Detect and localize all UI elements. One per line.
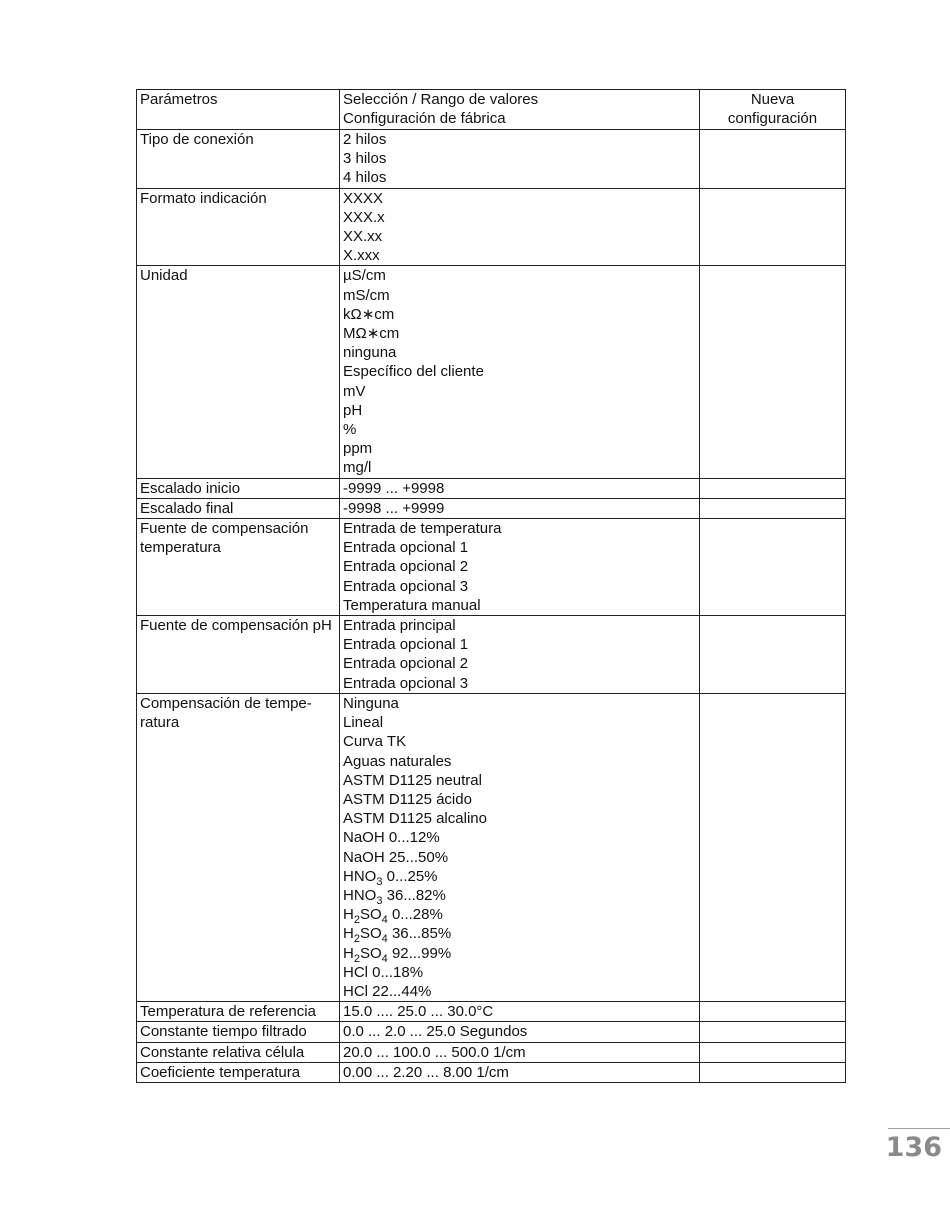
parameter-name: Formato indicación (140, 189, 267, 207)
value-option: XXX.x (343, 208, 385, 226)
parameter-name: Constante relativa célula (140, 1043, 305, 1061)
value-option: $H_2SO_4$ 0...28% (343, 906, 443, 927)
value-option: NaOH 0...12% (343, 829, 440, 847)
header-parameters (137, 90, 340, 130)
new-config-cell[interactable] (700, 1002, 846, 1022)
parameter-cell (137, 498, 340, 518)
value-option: 15.0 .... 25.0 ... 30.0°C (343, 1003, 494, 1021)
parameter-cell (137, 616, 340, 694)
parameter-cell (137, 1042, 340, 1062)
header-new-config (700, 90, 846, 130)
parameter-name: Escalado inicio (140, 479, 241, 497)
value-option: 2 hilos (343, 131, 387, 148)
value-option: ASTM D1125 ácido (343, 790, 472, 808)
value-option: Entrada opcional 3 (343, 577, 469, 595)
parameter-cell (137, 1062, 340, 1082)
values-cell (340, 693, 700, 1001)
table-row (137, 1002, 846, 1022)
table-row (137, 616, 846, 694)
table-row (137, 130, 846, 189)
value-option: Entrada opcional 1 (343, 636, 469, 654)
parameter-name: Escalado final (140, 499, 234, 517)
value-option: Entrada opcional 2 (343, 655, 469, 673)
table-row (137, 1042, 846, 1062)
values-cell (340, 1022, 700, 1042)
new-config-cell[interactable] (700, 266, 846, 478)
parameter-name: Fuente de compensación temperatura (140, 520, 309, 557)
value-option: NaOH 25...50% (343, 848, 449, 866)
value-option: Temperatura manual (343, 596, 481, 614)
value-option: 0.00 ... 2.20 ... 8.00 1/cm (343, 1063, 509, 1081)
value-option: ppm (343, 440, 373, 458)
parameter-cell (137, 188, 340, 266)
parameter-name: Temperatura de referencia (140, 1003, 316, 1021)
value-option: mS/cm (343, 286, 390, 304)
value-option: 20.0 ... 100.0 ... 500.0 1/cm (343, 1043, 526, 1061)
parameter-cell (137, 266, 340, 478)
new-config-cell[interactable] (700, 130, 846, 189)
parameter-name: Compensación de tempe- ratura (140, 694, 312, 732)
value-option: 4 hilos (343, 169, 387, 187)
value-option: mg/l (343, 459, 372, 477)
table-row (137, 693, 846, 1001)
value-option: ASTM D1125 neutral (343, 771, 482, 789)
parameter-table (136, 89, 846, 1083)
value-option: XX.xx (343, 228, 383, 246)
table-row (137, 478, 846, 498)
new-config-cell[interactable] (700, 1062, 846, 1082)
table-row (137, 519, 846, 616)
value-option: MΩ∗cm (343, 325, 400, 343)
value-option: pH (343, 401, 363, 419)
value-option: 3 hilos (343, 150, 387, 168)
value-option: % (343, 421, 357, 439)
value-option: Aguas naturales (343, 752, 452, 770)
value-option: $H_2SO_4$ 36...85% (343, 925, 452, 946)
value-option: mV (343, 382, 366, 400)
new-config-cell[interactable] (700, 1042, 846, 1062)
value-option: Específico del cliente (343, 363, 484, 381)
values-cell (340, 478, 700, 498)
value-option: $HNO_3$ 0...25% (343, 867, 438, 888)
value-option: Entrada opcional 2 (343, 558, 469, 576)
value-option: ASTM D1125 alcalino (343, 810, 487, 828)
value-option: Lineal (343, 714, 384, 732)
header-new-config-line2: configuración (727, 110, 818, 128)
value-option: Entrada de temperatura (343, 520, 502, 538)
value-option: HCl 22...44% (343, 982, 432, 1000)
parameter-cell (137, 1002, 340, 1022)
parameter-name: Unidad (140, 267, 188, 285)
value-option: X.xxx (343, 247, 380, 265)
table-row (137, 498, 846, 518)
new-config-cell[interactable] (700, 693, 846, 1001)
parameter-name: Tipo de conexión (140, 131, 254, 148)
values-cell (340, 616, 700, 694)
value-option: $H_2SO_4$ 92...99% (343, 944, 452, 965)
new-config-cell[interactable] (700, 616, 846, 694)
value-option: Curva TK (343, 733, 407, 751)
new-config-cell[interactable] (700, 498, 846, 518)
page-number-rule (888, 1128, 950, 1129)
value-option: Ninguna (343, 694, 399, 712)
values-cell (340, 130, 700, 189)
header-new-config-line1: Nueva (750, 91, 795, 108)
values-cell (340, 1002, 700, 1022)
value-option: Entrada opcional 1 (343, 539, 469, 557)
parameter-cell (137, 130, 340, 189)
value-option: µS/cm (343, 267, 386, 285)
value-option: Entrada principal (343, 617, 456, 635)
value-option: XXXX (343, 189, 384, 207)
table-row (137, 266, 846, 478)
values-cell (340, 1042, 700, 1062)
value-option: 0.0 ... 2.0 ... 25.0 Segundos (343, 1023, 528, 1041)
header-selection (340, 90, 700, 130)
header-selection-label: Selección / Rango de valores (343, 91, 539, 108)
value-option: kΩ∗cm (343, 305, 395, 323)
parameter-cell (137, 1022, 340, 1042)
value-option: $HNO_3$ 36...82% (343, 886, 446, 907)
value-option: Entrada opcional 3 (343, 674, 469, 692)
new-config-cell[interactable] (700, 519, 846, 616)
value-option: HCl 0...18% (343, 963, 424, 981)
values-cell (340, 498, 700, 518)
table-row (137, 1062, 846, 1082)
values-cell (340, 519, 700, 616)
parameter-cell (137, 519, 340, 616)
page-number: 136 (885, 1132, 942, 1163)
new-config-cell[interactable] (700, 478, 846, 498)
values-cell (340, 266, 700, 478)
parameter-name: Constante tiempo filtrado (140, 1023, 307, 1041)
new-config-cell[interactable] (700, 188, 846, 266)
value-option: ninguna (343, 344, 397, 362)
parameter-name: Coeficiente temperatura (140, 1063, 301, 1081)
table-row (137, 188, 846, 266)
value-option: -9999 ... +9998 (343, 479, 445, 497)
parameter-cell (137, 478, 340, 498)
parameter-table-container (136, 89, 845, 1083)
table-row (137, 1022, 846, 1042)
header-parameters-label: Parámetros (140, 91, 218, 108)
value-option: -9998 ... +9999 (343, 499, 445, 517)
values-cell (340, 1062, 700, 1082)
table-header-row (137, 90, 846, 130)
new-config-cell[interactable] (700, 1022, 846, 1042)
values-cell (340, 188, 700, 266)
parameter-name: Fuente de compensación pH (140, 617, 332, 635)
parameter-cell (137, 693, 340, 1001)
header-factory-config-label: Configuración de fábrica (343, 110, 506, 128)
